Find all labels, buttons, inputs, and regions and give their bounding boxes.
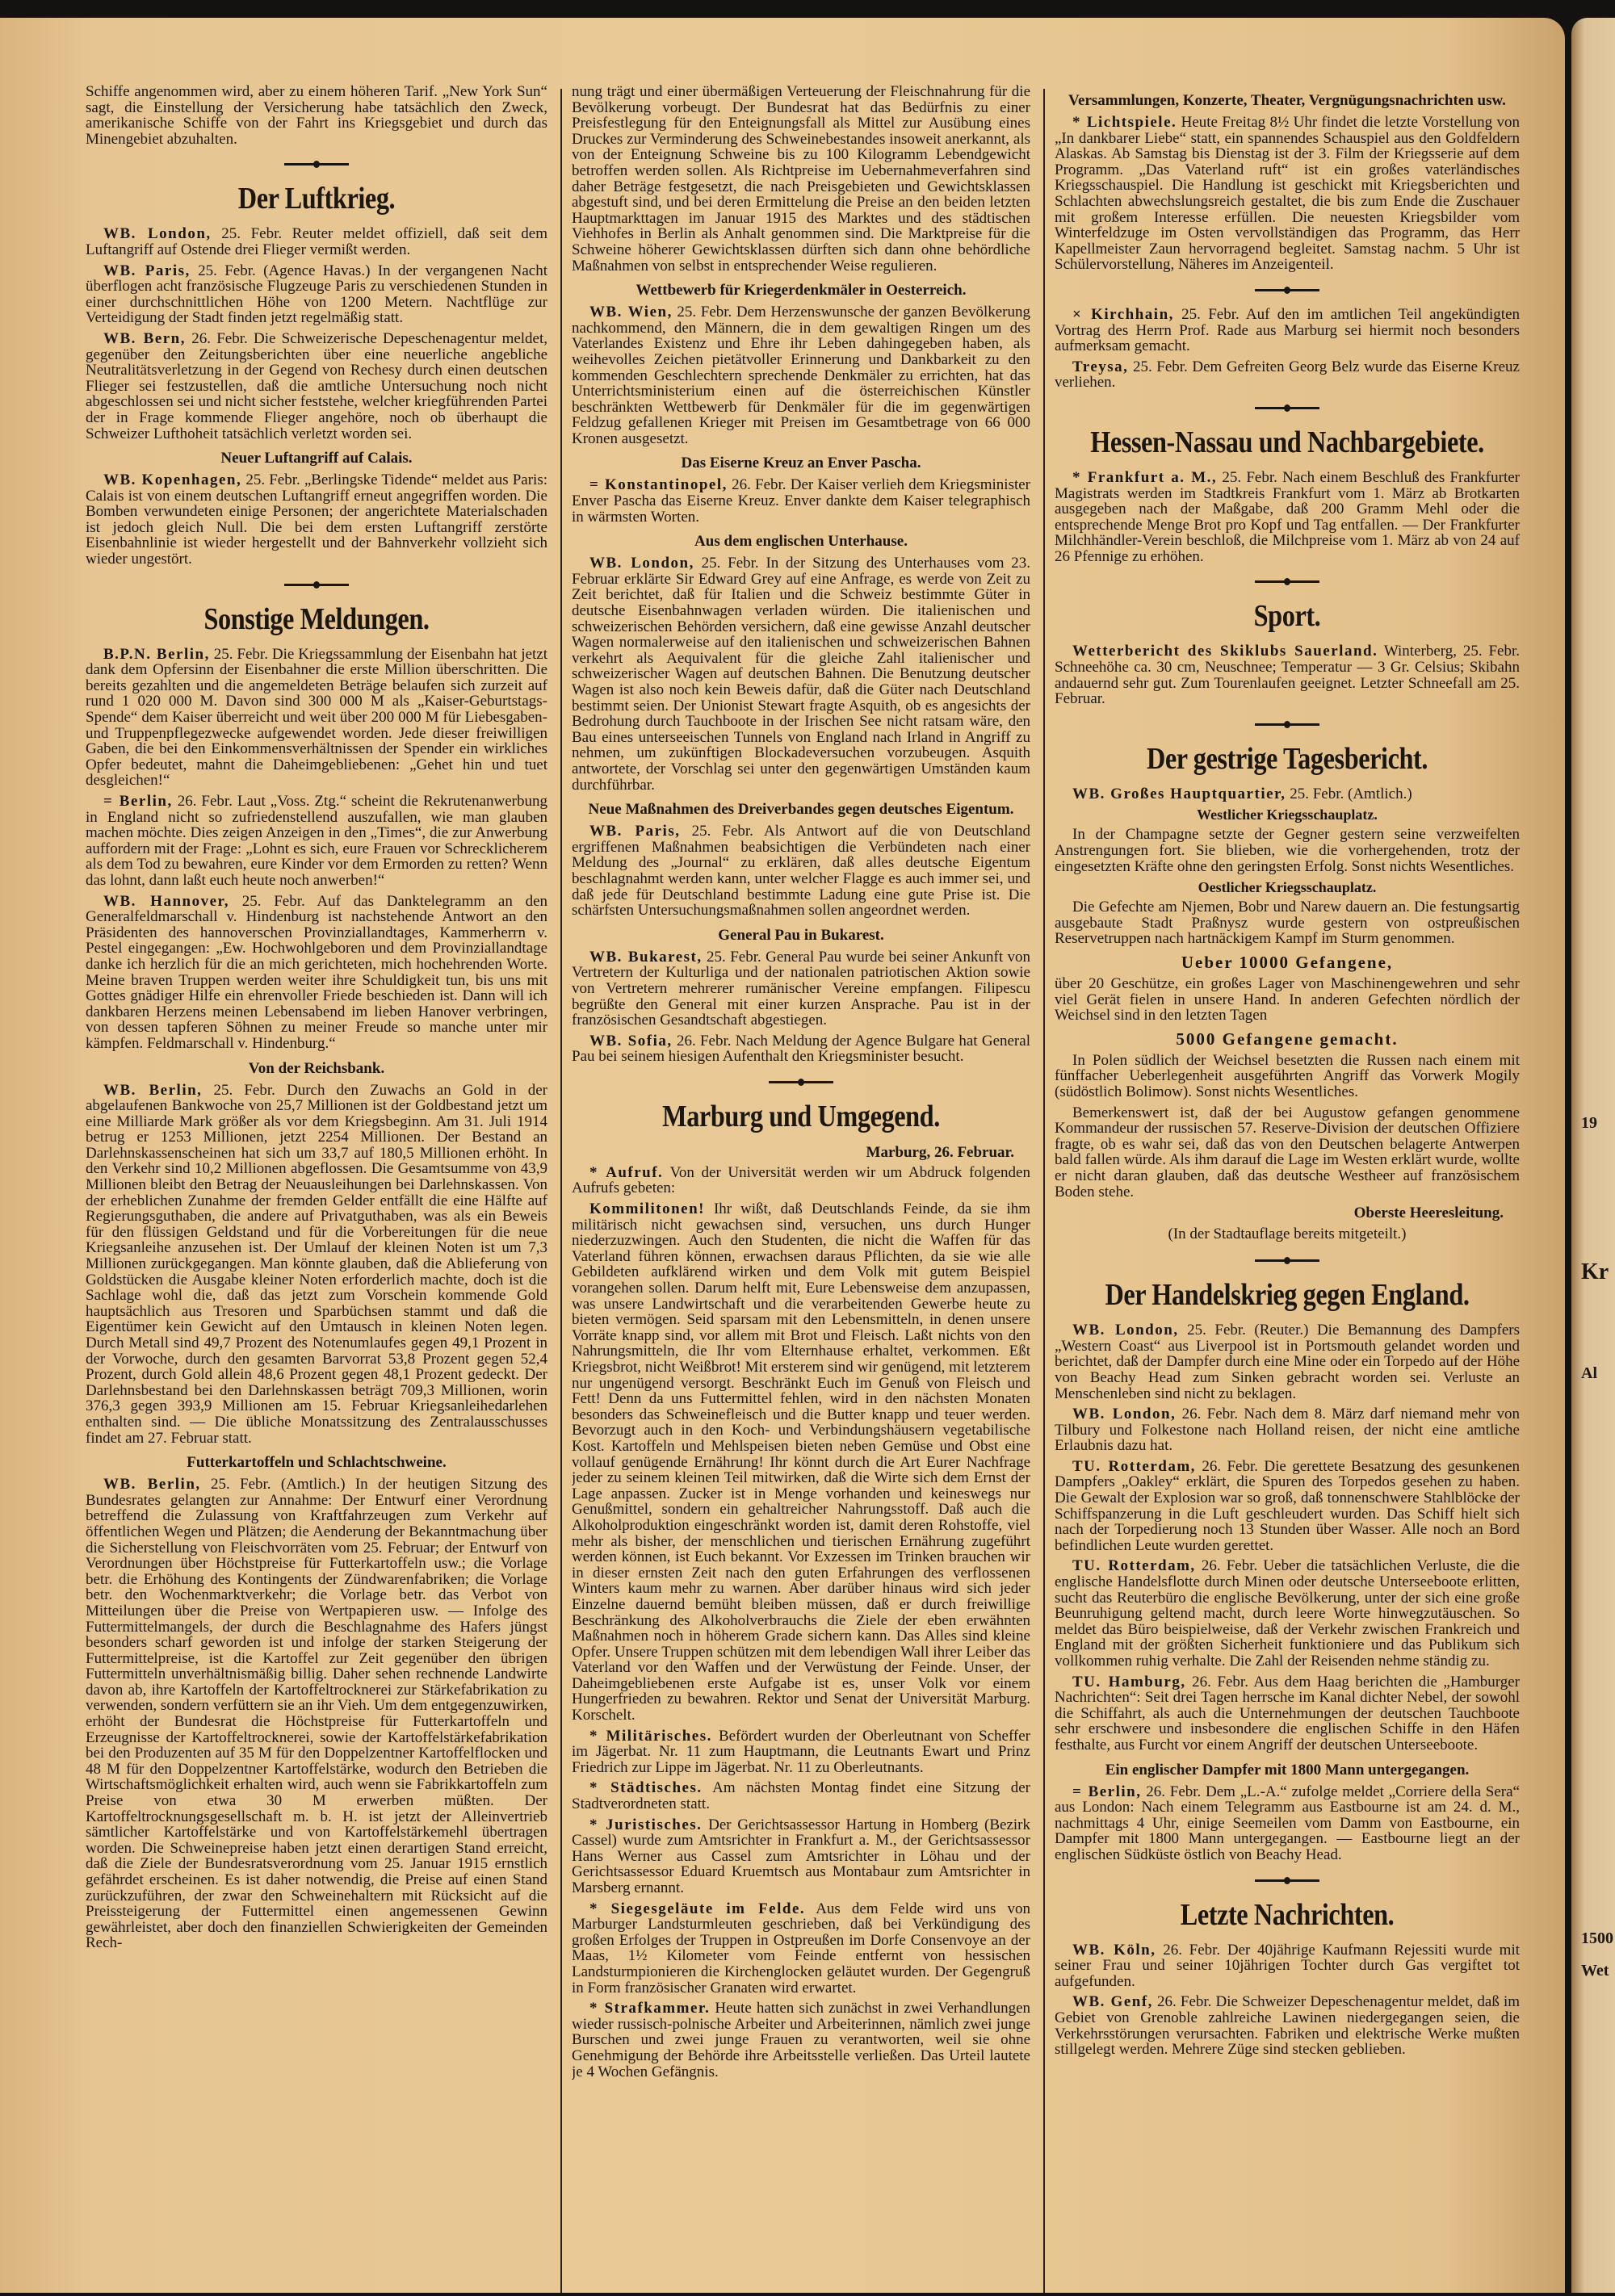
article-subheading: Neuer Luftangriff auf Calais. — [220, 450, 413, 467]
adjacent-page-fragment: Kr — [1581, 1259, 1609, 1284]
article-paragraph — [86, 894, 547, 1052]
paragraph-text: nung trägt und einer übermäßigen Verteuerung der Fleischnahrung für die Bevölkerung vorbeugt. Der Bundesrat hat das Bedürfnis zu einer Preisfestlegung für den Enteignungsfall als Mittel zur Ausübung eines Druckes zur Verminderung des Schweinebestandes insoweit anerkannt, als von der Enteignung Schweine bis zu 100 Kilogramm Lebendgewicht betroffen werden sollen. Als Richtpreise im Uebernahmeverfahren sind daher Beträge festgesetzt, die nach Preisgebieten und Gewichtsklassen abgestuft sind, und bei deren Ermittelung die Preise an den beiden letzten Hauptmarkttagen im Januar 1915 des Marktes und des städtischen Viehhofes in Berlin als Anhalt genommen sind. Die Marktpreise für die Schweine höherer Gewichtsklassen dürften sich dann ohne behördliche Maßnahmen von selbst in entsprechender Weise regulieren. — [572, 84, 1030, 274]
dateline: * Strafkammer. — [589, 2000, 711, 2017]
section-ornament-divider — [86, 576, 547, 593]
paragraph-text: 26. Febr. Laut „Voss. Ztg.“ scheint die Rekrutenanwerbung in England nicht so zufriedenstellend auszufallen, wie man glauben machen möchte. Dies zeigen Anzeigen in den „Times“, die zur Anwerbung auffordern mit der Frage: „Lohnt es sich, eure Frauen vor Schrecklicherem als dem Tod zu bewahren, eure Kinder vor dem Ermorden zu retten? Wenn das lohnt, dann laßt euch heute noch anwerben!“ — [86, 793, 547, 889]
section-ornament-divider — [572, 1073, 1030, 1091]
dateline: TU. Hamburg, — [1072, 1673, 1186, 1691]
column-1 — [86, 84, 547, 2296]
paragraph-text: 25. Febr. (Amtlich.) In der heutigen Sitzung des Bundesrates gelangten zur Annahme: Der Entwurf einer Verordnung betreffend die Zulassung von Kraftfahrzeugen zum Verkehr auf öffentlichen Wegen und Plätzen; die Aenderung der Bekanntmachung über die Sicherstellung von Fleischvorräten vom 25. Februar; der Entwurf von Verordnungen über Höchstpreise für Futterkartoffeln usw.; die Vorlage betr. die Erhöhung des Kontingents der Zündwarenfabriken; die Vorlage betr. den Wochenmarktverkehr; die Vorlage betr. das Verbot von Mitteilungen über die Preise von Wertpapieren usw. — Infolge des Futtermittelmangels, der durch die Beschlagnahme des Hafers jüngst besonders scharf geworden ist und infolge der starken Steigerung der Futtermittelpreise, ist die Kartoffel zur Zeit gegenüber den übrigen Futtermitteln unverhältnismäßig billig. Daher sehen rechnende Landwirte davon ab, ihre Kartoffeln der Kartoffeltrocknerei zur Stärkefabrikation zu verwenden, sondern verfüttern sie an ihr Vieh. Um dem entgegenzuwirken, erhöht der Bundesrat die Höchstpreise für Futterkartoffeln und Erzeugnisse der Kartoffeltrocknerei, sowie der Kartoffelstärkefabrikation bei den Produzenten auf 35 M für den Doppelzentner Kartoffelflocken und 48 M für den Doppelzentner Kartoffelstärke, wodurch den Betrieben die Wirtschaftsmöglichkeit erhalten wird, auch wenn sie Fabrikkartoffeln zum Preise von etwa 30 M erwerben müßten. Der Kartoffeltrocknungsgesellschaft m. b. H. ist jetzt der Alleinvertrieb sämtlicher Kartoffelstärke und von Kartoffelstärkemehl übertragen worden. Die Schweinepreise haben jetzt einen derartigen Stand erreicht, daß die Ziele der Bundesratsverordnung vom 25. Januar 1915 ernstlich gefährdet erscheinen. Es ist daher notwendig, die Preise auf einen Stand zurückzuführen, der zwar den Schweinehaltern mit Rücksicht auf die Preissteigerung der Futtermittel einen angemessenen Gewinn gewährleistet, aber doch den finanziellen Schwierigkeiten der Gemeinden Rech- — [86, 1476, 547, 1952]
article-paragraph — [1055, 1322, 1520, 1401]
article-paragraph — [1055, 899, 1520, 947]
dateline: WB. Bukarest, — [589, 948, 703, 966]
dateline: WB. Paris, — [589, 823, 681, 840]
paragraph-text: Am nächsten Montag findet eine Sitzung der Stadtverordneten statt. — [572, 1779, 1030, 1813]
newspaper-page — [0, 18, 1565, 2293]
adjacent-page-fragment: 1500 — [1581, 1929, 1613, 1947]
column-3 — [1055, 84, 1520, 2296]
section-headline: Marburg und Umgegend. — [662, 1099, 940, 1133]
paragraph-text: Heute hatten sich zunächst in zwei Verhandlungen wieder russisch-polnische Arbeiter und Arbeiterinnen, nämlich zwei junge Burschen und zwei junge Frauen zu verantworten, weil sie ohne Genehmigung der Behörde ihre Arbeitsstelle verließen. Das Urteil lautete je 4 Wochen Gefängnis. — [572, 2000, 1030, 2080]
dateline: B.P.N. Berlin, — [103, 645, 210, 663]
paragraph-text: 25. Febr. Durch den Zuwachs an Gold in der abgelaufenen Bankwoche von 25,7 Millionen ist der Goldbestand jetzt um eine Milliarde Mark größer als vor dem Kriegsbeginn. Am 31. Juli 1914 betrug er 1253 Millionen, jetzt 2254 Millionen. Der Bestand an Darlehnskassenscheinen hat sich um 33,7 auf 180,5 Millionen erhöht. In den Verkehr sind 10,2 Millionen abgeflossen. Die Gesamtsumme von 43,9 Millionen bleibt den Betrag der Neuausleihungen bei Darlehnskassen. Von der erheblichen Zunahme der fremden Gelder entfällt die eine Hälfte auf Regierungsguthaben, die andere auf Privatguthaben, was als ein Beweis für den flüssigen Geldstand und für die Vorbereitungen für die neue Kriegsanleihe anzusehen ist. Der Umlauf der kleinen Noten ist um 7,3 Millionen zurückgegangen. Man könnte glauben, daß die Ablieferung von Goldstücken die Ausgabe kleiner Noten erforderlich machte, doch ist die Sachlage wohl die, daß das jetzt zum Vorschein kommende Gold hauptsächlich aus Tresoren und Sparbüchsen stammt und daß die Eigentümer kein Gewicht auf den Umtausch in kleinen Noten legen. Durch Metall sind 49,7 Prozent des Notenumlaufes gegen 49,1 Prozent in der Vorwoche, durch den gesamten Barvorrat 53,8 Prozent gegen 52,4 Prozent, durch Gold allein 48,6 Prozent gegen 48,1 Prozent gedeckt. Der Darlehnsbestand bei den Darlehnskassen beträgt 709,3 Millionen, worin 376,3 gegen 393,9 Millionen am 15. Februar Kriegsanleihedarlehen enthalten sind. — Die übliche Monatssitzung des Zentralausschusses findet am 27. Februar statt. — [86, 1081, 547, 1447]
paragraph-text: 26. Febr. Nach dem 8. März darf niemand mehr von Tilbury und Folkestone nach Holland reisen, der nicht eine amtliche Erlaubnis dazu hat. — [1055, 1406, 1520, 1455]
article-subheading: Aus dem englischen Unterhause. — [694, 533, 908, 551]
article-paragraph — [1055, 1105, 1520, 1200]
paragraph-text: 25. Febr. Als Antwort auf die von Deutschland ergriffenen Maßnahmen beabsichtigen die Verbündeten nach einer Meldung des „Journal“ zu erklären, daß alles deutsche Eigentum beschlagnahmt werden kann, unter welcher Flagge es auch immer sei, und daß jede für Deutschland bestimmte Ladung eine gute Prise ist. Die schärfsten Untersuchungsmaßnahmen sollen angeordnet werden. — [572, 823, 1030, 920]
paragraph-text: Die Gefechte am Njemen, Bobr und Narew dauern an. Die festungsartig ausgebaute Stadt Praßnysz wurde gestern von ostpreußischen Reservetruppen nach hartnäckigem Kampf im Sturm genommen. — [1055, 899, 1520, 948]
article-paragraph — [572, 304, 1030, 446]
dateline: * Aufruf. — [589, 1163, 664, 1181]
article-subheading: Das Eiserne Kreuz an Enver Pascha. — [681, 455, 921, 472]
dateline: * Siegesgeläute im Felde. — [589, 1900, 806, 1917]
article-paragraph — [1055, 307, 1520, 354]
section-headline: Sport. — [1253, 599, 1321, 634]
article-paragraph — [1055, 470, 1520, 565]
dateline: * Frankfurt a. M., — [1072, 468, 1218, 486]
dateline: = Berlin, — [1072, 1783, 1142, 1800]
dateline: Treysa, — [1072, 358, 1129, 375]
dateline: = Konstantinopel, — [589, 476, 728, 494]
article-paragraph — [572, 949, 1030, 1029]
article-paragraph — [86, 1477, 547, 1951]
article-subheading: Neue Maßnahmen des Dreiverbandes gegen deutsches Eigentum. — [588, 801, 1014, 819]
emphasized-line: 5000 Gefangene gemacht. — [1176, 1029, 1399, 1049]
dateline: * Militärisches. — [589, 1727, 712, 1745]
article-paragraph — [1055, 1674, 1520, 1753]
section-ornament-divider — [1055, 715, 1520, 733]
paragraph-text: 25. Febr. Auf den im amtlichen Teil angekündigten Vortrag des Herrn Prof. Rade aus Marburg sei hiermit noch besonders aufmerksam gemacht. — [1055, 305, 1520, 355]
article-paragraph — [572, 1901, 1030, 1996]
article-subheading: Futterkartoffeln und Schlachtschweine. — [187, 1454, 447, 1472]
adjacent-page-fragment: Al — [1581, 1364, 1597, 1382]
paragraph-text: 25. Febr. Auf das Danktelegramm an den Generalfeldmarschall v. Hindenburg ist nachstehende Antwort an den Präsidenten des hannoverschen Provinziallandtages, Kammerherrn v. Pestel eingegangen: „Ew. Hochwohlgeboren und dem Provinziallandtage danke ich herzlich für die an mich gerichteten, mich hochehrenden Worte. Meine braven Truppen werden weiter ihre Schuldigkeit tun, bis uns mit Gottes gnädiger Hilfe ein ehrenvoller Friede beschieden ist. Dann will ich dankbaren Herzens meinen Lebensabend im lieben Hanover verbringen, von dessen tapferen Söhnen zu meiner Freude so manche unter mir kämpfen. Feldmarschall v. Hindenburg.“ — [86, 892, 547, 1052]
column-divider — [1043, 89, 1045, 2293]
paragraph-text: Schiffe angenommen wird, aber zu einem höheren Tarif. „New York Sun“ sagt, die Einstellung der Versicherung habe tatsächlich den Zweck, amerikanische Schiffe von der Fahrt ins Kriegsgebiet und durch das Minengebiet abzuhalten. — [86, 84, 547, 148]
article-paragraph — [1055, 1459, 1520, 1554]
article-subheading: Von der Reichsbank. — [248, 1059, 385, 1077]
paragraph-text: 26. Febr. Dem „L.-A.“ zufolge meldet „Corriere della Sera“ aus London: Nach einem Telegramm aus Eastbourne ist am 24. d. M., nachmittags 4 Uhr, einige Seemeilen vom Damm von Eastbourne, ein Dampfer mit 1800 Mann untergegangen. — Eastbourne liegt an der englischen Südküste östlich von Beachy Head. — [1055, 1783, 1520, 1863]
paragraph-text: Aus dem Felde wird uns von Marburger Landsturmleuten geschrieben, daß bei Verkündigung des großen Erfolges der Truppen in Ostpreußen im Dorfe Consenvoye an der Maas, 1½ Kilometer vom Feinde entfernt von hessischen Landsturmpionieren die Kirchenglocken geläutet wurden. Der Gegengruß in Form französischer Granaten wird erwartet. — [572, 1900, 1030, 1996]
dateline: Wetterbericht des Skiklubs Sauerland. — [1072, 643, 1378, 660]
paragraph-text: Befördert wurden der Oberleutnant von Scheffer im Jägerbat. Nr. 11 zum Hauptmann, die Leutnants Ewart und Prinz Friedrich zur Lippe im Jägerbat. Nr. 11 zu Oberleutnants. — [572, 1727, 1030, 1776]
paragraph-text: Ihr wißt, daß Deutschlands Feinde, da sie ihm militärisch nicht gewachsen sind, versuchen, uns durch Hunger niederzuzwingen. Auch den Studenten, die nicht die Waffen für das Vaterland führen können, erwachsen daraus Pflichten, da sie wie alle Gebildeten aufklärend wirken und dem Volk mit gutem Beispiel vorangehen sollen. Darum helft mit, Eure Lebensweise dem anzupassen, was unsere Landwirtschaft und die verarbeitenden Gewerbe heute zu bieten vermögen. Seid sparsam mit den Lebensmitteln, in denen unsere Vorräte knapp sind, vor allem mit Brot und Fleisch. Laßt nichts von den Nahrungsmitteln, die Ihr vom Elternhause erhaltet, verkommen. Eßt Kriegsbrot, nicht Weißbrot! Mit ersterem sind wir genügend, mit letzterem nur ungenügend versorgt. Beschränkt Euch im Genuß von Fleisch und Fett! Denn da uns Futtermittel fehlen, wird in den nächsten Monaten besonders das Schweinefleisch und die Butter knapp und teuer werden. Bevorzugt auch in den Koch- und Verbindungshäusern vegetabilische Kost. Kartoffeln und Mehlspeisen bieten neben Gemüse und Obst eine vollauf genügende Ernährung! Ihr könnt durch die Art Eurer Nachfrage jeder zu seinem kleinen Teil mitwirken, daß die Wirte sich dem Ernst der Lage anpassen. Zucker ist in Menge vorhanden und keineswegs nur Genußmittel, sondern ein gehaltreicher Nahrungsstoff. Daß auch die Alkoholproduktion eingeschränkt worden ist, damit deren Rohstoffe, viel mehr als bisher, der menschlichen und tierischen Ernährung zugeführt werden können, ist Euch bekannt. Vor Exzessen im Trinken brauchen wir in dieser ernsten Zeit nach den guten Erfahrungen des verflossenen Winters kaum mehr zu warnen. Aber darüber hinaus wird sich jeder Einzelne dauernd bemüht bleiben müssen, daß er durch freiwillige Beschränkung des Alkoholverbrauchs die Ziele der eben erwähnten Maßnahmen noch in höherem Grade sichern kann. Das Alles sind kleine Opfer. Unsere Truppen schützen mit dem lebendigen Wall ihrer Leiber das Vaterland vor den Waffen und der Verwüstung der Feinde. Unser, der Daheimgebliebenen erste Aufgabe ist es, unser Volk vor einem Hungerfrieden zu bewahren. Rektor und Senat der Universität Marburg. Korschelt. — [572, 1200, 1030, 1724]
article-paragraph — [572, 1817, 1030, 1896]
dateline: * Juristisches. — [589, 1816, 703, 1833]
article-paragraph — [572, 1780, 1030, 1812]
dateline: WB. London, — [1072, 1322, 1179, 1339]
article-paragraph — [572, 2001, 1030, 2080]
article-paragraph — [572, 1728, 1030, 1776]
dateline: WB. Kopenhagen, — [103, 471, 242, 489]
article-paragraph — [1055, 827, 1520, 874]
article-subheading: General Pau in Bukarest. — [718, 926, 884, 944]
article-paragraph — [1055, 1053, 1520, 1100]
article-paragraph — [86, 472, 547, 568]
section-ornament-divider — [1055, 399, 1520, 417]
paragraph-text: 25. Febr. Nach einem Beschluß des Frankfurter Magistrats werden im Stadtkreis Frankfurt vom 1. März ab Brotkarten ausgegeben nach der Maßgabe, daß 200 Gramm Mehl oder die entsprechende Menge Brot pro Kopf und Tag entfallen. — Der Frankfurter Milchhändler-Verein beschloß, die Milchpreise vom 1. März ab von 24 auf 26 Pfennige zu erhöhen. — [1055, 468, 1520, 565]
paragraph-text: 25. Febr. (Reuter.) Die Bemannung des Dampfers „Western Coast“ aus Liverpool ist in Portsmouth gelandet worden und berichtet, daß der Dampfer durch eine Mine oder ein Torpedo auf der Höhe von Beachy Head zum Sinken gebracht worden sei. Verluste an Menschenleben sind nicht zu beklagen. — [1055, 1322, 1520, 1402]
section-headline: Hessen-Nassau und Nachbargebiete. — [1090, 425, 1484, 459]
paragraph-text: 25. Febr. Reuter meldet offiziell, daß seit dem Luftangriff auf Ostende drei Flieger vermißt werden. — [86, 225, 547, 258]
article-paragraph — [1055, 1994, 1520, 2057]
section-headline: Der Luftkrieg. — [237, 182, 396, 216]
article-paragraph — [86, 331, 547, 442]
dateline: = Berlin, — [103, 793, 173, 810]
article-paragraph — [86, 647, 547, 789]
paragraph-text: Heute Freitag 8½ Uhr findet die letzte Vorstellung von „In dankbarer Liebe“ statt, ein spannendes Schauspiel aus den Goldfeldern Alaskas. Ab Samstag bis Dienstag ist der 3. Film der Kriegsserie auf dem Programm. „Das Vaterland ruft“ ist ein großes vaterländisches Kriegsschauspiel. Die Handlung ist geschickt mit Kriegsberichten und Schlachten abwechslungsreich gestaltet, die bis zum Ende die Zuschauer mit großem Interesse erfüllen. Die neuesten Kriegsbilder vom Winterfeldzuge im Osten vervollständigen das Programm, das Herr Kapellmeister Zaun hervorragend begleitet. Samstag nachm. 5 Uhr ist Schülervorstellung, Näheres im Anzeigenteil. — [1055, 114, 1520, 274]
article-subheading: Versammlungen, Konzerte, Theater, Vergnügungsnachrichten usw. — [1068, 92, 1506, 109]
paragraph-text: In Polen südlich der Weichsel besetzten die Russen nach einem mit fünffacher Ueberlegenheit ausgeführten Angriff das Vorwerk Mogily (südöstlich Bolimow). Sonst nichts Wesentliches. — [1055, 1051, 1520, 1100]
paragraph-text: 25. Febr. In der Sitzung des Unterhauses vom 23. Februar erklärte Sir Edward Grey auf eine Anfrage, es werde von Zeit zu Zeit berichtet, daß für Italien und die Schweiz bestimmte Güter in deutsche Eisenbahnwagen verladen würden. Die italienischen und schweizerischen Behörden versichern, daß eine gewisse Anzahl deutscher Wagen normalerweise auf den italienischen und schweizerischen Bahnen verkehrt als Aequivalent für die gleiche Zahl italienischer und schweizerischer Wagen auf deutschen Bahnen. Die Benutzung deutscher Wagen ist also noch kein Beweis dafür, daß die Güter nach Deutschland bestimmt seien. Der Unionist Stewart fragte Asquith, ob es angesichts der Bedrohung durch Tauchboote in der Irischen See nicht ratsam wäre, den Bau eines unterseeischen Tunnels von England nach Irland in Angriff zu nehmen, um zukünftigen Blockadeversuchen vorzubeugen. Asquith antwortete, der Vorschlag sei unter den gegenwärtigen Umständen kaum durchführbar. — [572, 555, 1030, 794]
section-ornament-divider — [1055, 1251, 1520, 1269]
article-paragraph — [1055, 786, 1520, 802]
paragraph-text: 25. Febr. Dem Herzenswunsche der ganzen Bevölkerung nachkommend, den Männern, die in dem gewaltigen Ringen um des Vaterlandes Existenz und Ehre ihr Leben dahingegeben haben, als weihevolles Zeichen pietätvoller Erinnerung und Dankbarkeit zu den kommenden Geschlechtern sprechende Denkmäler zu errichten, hat das Unterrichtsministerium einen auf die österreichischen Künstler beschränkten Wettbewerb für Denkmäler für die im gegenwärtigen Feldzug gefallenen Krieger mit Preisen im Gesamtbetrage von 66 000 Kronen ausgesetzt. — [572, 304, 1030, 447]
section-ornament-divider — [1055, 281, 1520, 299]
article-paragraph — [1055, 1784, 1520, 1863]
article-paragraph — [86, 226, 547, 258]
article-paragraph — [86, 1083, 547, 1447]
dateline: * Lichtspiele. — [1072, 114, 1177, 131]
paragraph-text: Bemerkenswert ist, daß der bei Augustow gefangen genommene Kommandeur der russischen 57. Reserve-Division der deutschen Offiziere fragte, ob es wahr sei, daß das von den Deutschen belagerte Antwerpen bald fallen würde. Als ihm darauf die Lage im Westen erklärt wurde, wollte er nicht daran glauben, daß das deutsche Westheer auf französischem Boden stehe. — [1055, 1104, 1520, 1200]
dateline: TU. Rotterdam, — [1072, 1457, 1196, 1475]
dateline: WB. Berlin, — [103, 1476, 201, 1494]
paragraph-text: 26. Febr. Aus dem Haag berichten die „Hamburger Nachrichten“: Seit drei Tagen herrsche im Kanal dichter Nebel, der sowohl die Schiffahrt, als auch die Unternehmungen der deutschen Tauchboote sehr erschwere und insbesondere die englischen Schiffe in den Häfen festhalte, aus Furcht vor einem Angriff der deutschen Unterseeboote. — [1055, 1673, 1520, 1753]
section-ornament-divider — [1055, 572, 1520, 590]
signature-line: Marburg, 26. Februar. — [866, 1143, 1014, 1161]
article-paragraph — [572, 1033, 1030, 1065]
paragraph-text: In der Champagne setzte der Gegner gestern seine verzweifelten Anstrengungen fort. Sie blieben, wie die vorhergehenden, trotz der eingesetzten Kräfte ohne den geringsten Erfolg. Sonst nichts Wesentliches. — [1055, 826, 1520, 875]
paragraph-text: 26. Febr. Ueber die tatsächlichen Verluste, die die englische Handelsflotte durch Minen oder deutsche Unterseeboote erlitten, sucht das Reuterbüro die englische Bevölkerung, unter der sich eine große Beunruhigung geltend macht, durch leere Worte hinwegzutäuschen. So meldet das Büro beispielweise, daß der Verkehr zwischen Frankreich und England mit der größten Sicherheit funktioniere und das Publikum sich vollkommen ruhig verhalte. Die Zahl der Reisenden nehme ständig zu. — [1055, 1557, 1520, 1670]
dateline: WB. Berlin, — [103, 1081, 203, 1099]
column-2 — [572, 84, 1030, 2296]
article-paragraph — [572, 823, 1030, 919]
article-paragraph — [1055, 1558, 1520, 1669]
dateline: WB. Hannover, — [103, 892, 229, 910]
column-divider — [560, 89, 562, 2293]
article-paragraph — [572, 477, 1030, 525]
paragraph-text: Winterberg, 25. Febr. Schneehöhe ca. 30 cm, Neuschnee; Temperatur — 3 Gr. Celsius; Skibahn andauernd sehr gut. Zum Tourenlaufen geeignet. Letzter Schneefall am 25. Februar. — [1055, 643, 1520, 708]
article-paragraph — [1055, 1406, 1520, 1454]
dateline: WB. London, — [589, 555, 694, 572]
dateline: WB. Wien, — [589, 304, 673, 321]
paragraph-text: 26. Febr. Die Schweizerische Depeschenagentur meldet, gegenüber den Zeitungsberichten über eine neuerliche angebliche Neutralitätsverletzung in der Gegend von Rechesy durch einen deutschen Flieger sei festzustellen, daß die amtliche Untersuchung noch nicht abgeschlossen sei und nicht sicher feststehe, welcher kriegführenden Partei der in Frage kommende Flieger angehöre, noch ob überhaupt die Schweizer Lufthoheit tatsächlich verletzt worden sei. — [86, 329, 547, 442]
article-paragraph — [1055, 359, 1520, 391]
paragraph-text: 25. Febr. Die Kriegssammlung der Eisenbahn hat jetzt dank dem Opfersinn der Eisenbahner die erste Million überschritten. Die bereits gezahlten und die angemeldeten Beträge belaufen sich zurzeit auf rund 1 020 000 M. Davon sind 300 000 M als „Kaiser-Geburtstags-Spende“ dem Kaiser überreicht und weit über 200 000 M für Liebesgaben- und Truppenpflegezwecke aufgewendet worden. Jede dieser freiwilligen Gaben, die bei den Einkommensverhältnissen der Spender ein wirkliches Opfer bedeutet, mahnt die Daheimgebliebenen: „Gehet hin und tuet desgleichen!“ — [86, 645, 547, 790]
paragraph-text: 26. Febr. Die Schweizer Depeschenagentur meldet, daß im Gebiet von Grenoble zahlreiche Lawinen niedergegangen seien, die Verkehrsstörungen verursachten. Fabriken und elektrische Werke mußten stillgelegt werden. Mehrere Züge sind stecken geblieben. — [1055, 1993, 1520, 2059]
dateline: * Städtisches. — [589, 1779, 703, 1797]
paragraph-text: 26. Febr. Der 40jährige Kaufmann Rejessiti wurde mit seiner Frau und seiner 10jährigen Tochter durch Gas vergiftet tot aufgefunden. — [1055, 1941, 1520, 1990]
dateline: WB. Sofia, — [589, 1032, 673, 1050]
adjacent-page-fragment: Wet — [1581, 1962, 1609, 1980]
dateline: WB. Bern, — [103, 329, 187, 347]
section-headline: Der gestrige Tagesbericht. — [1146, 741, 1428, 776]
paragraph-text: 25. Febr. (Amtlich.) — [1290, 785, 1412, 802]
paragraph-text: 26. Febr. Nach Meldung der Agence Bulgare hat General Pau bei seinem hiesigen Aufenthalt den Kriegsminister besucht. — [572, 1032, 1030, 1066]
dateline: Kommilitonen! — [589, 1200, 705, 1218]
article-paragraph — [572, 1165, 1030, 1196]
section-ornament-divider — [1055, 1871, 1520, 1889]
paragraph-text: 25. Febr. General Pau wurde bei seiner Ankunft von Vertretern der Kulturliga und der nationalen patriotischen Aktion sowie von Vertretern mehrerer rumänischer Vereine empfangen. Filipescu begrüßte den General mit einer kurzen Ansprache. Pau ist in der französischen Gesandtschaft abgestiegen. — [572, 948, 1030, 1029]
article-paragraph — [86, 263, 547, 326]
emphasized-line: Ueber 10000 Gefangene, — [1181, 953, 1394, 972]
article-paragraph — [1055, 643, 1520, 706]
editorial-note: (In der Stadtauflage bereits mitgeteilt.) — [1168, 1226, 1407, 1243]
article-paragraph — [1055, 1942, 1520, 1990]
paragraph-text: über 20 Geschütze, ein großes Lager von Maschinengewehren und sehr viel Gerät fielen in unsere Hand. In anderen Gefechten nördlich der Weichsel sind in den letzten Tagen — [1055, 975, 1520, 1024]
dateline: WB. Paris, — [103, 262, 191, 279]
subsection-heading: Westlicher Kriegsschauplatz. — [1197, 807, 1378, 823]
paragraph-text: Der Gerichtsassessor Hartung in Homberg (Bezirk Cassel) wurde zum Amtsrichter in Frankfurt a. M., der Gerichtsassessor Hans Werner aus Cassel zum Amtsrichter in Löhau und der Gerichtsassessor Eduard Kruemtsch aus Montabaur zum Amtsrichter in Marsberg ernannt. — [572, 1816, 1030, 1896]
article-paragraph — [572, 1201, 1030, 1724]
dateline: WB. Genf, — [1072, 1993, 1153, 2011]
paragraph-text: 26. Febr. Der Kaiser verlieh dem Kriegsminister Enver Pascha das Eiserne Kreuz. Enver dankte dem Kaiser telegraphisch in wärmsten Worten. — [572, 476, 1030, 526]
adjacent-page-fragment: 19 — [1581, 1114, 1597, 1132]
article-subheading: Wettbewerb für Kriegerdenkmäler in Oesterreich. — [636, 282, 967, 300]
dateline: WB. London, — [1072, 1406, 1177, 1423]
section-headline: Der Handelskrieg gegen England. — [1105, 1278, 1470, 1313]
dateline: × Kirchhain, — [1072, 305, 1174, 323]
article-paragraph — [1055, 976, 1520, 1024]
article-subheading: Ein englischer Dampfer mit 1800 Mann untergegangen. — [1105, 1761, 1470, 1779]
paragraph-text: Von der Universität werden wir um Abdruck folgenden Aufrufs gebeten: — [572, 1163, 1030, 1197]
article-paragraph — [572, 84, 1030, 274]
article-paragraph — [86, 84, 547, 147]
paragraph-text: 25. Febr. Dem Gefreiten Georg Belz wurde das Eiserne Kreuz verliehen. — [1055, 358, 1520, 392]
paragraph-text: 25. Febr. „Berlingske Tidende“ meldet aus Paris: Calais ist von einem deutschen Luftangriff erneut angegriffen worden. Die Bomben verwundeten einige Personen; der angerichtete Materialschaden ist jedoch gleich Null. Die bei dem ersten Luftangriff zerstörte Eisenbahnlinie ist wieder hergestellt und der Bahnverkehr vollzieht sich wieder ungestört. — [86, 471, 547, 568]
dateline: WB. London, — [103, 225, 212, 243]
paragraph-text: 25. Febr. (Agence Havas.) In der vergangenen Nacht überflogen acht französische Flugzeuge Paris zu verschiedenen Stunden in einer durchschnittlichen Höhe von 1200 Metern. Nachtflüge zur Verteidigung der Stadt finden jetzt regelmäßig statt. — [86, 262, 547, 327]
section-headline: Sonstige Meldungen. — [203, 601, 430, 636]
section-ornament-divider — [86, 155, 547, 173]
article-paragraph — [572, 555, 1030, 793]
dateline: WB. Köln, — [1072, 1941, 1156, 1959]
section-headline: Letzte Nachrichten. — [1180, 1897, 1395, 1932]
subsection-heading: Oestlicher Kriegsschauplatz. — [1198, 879, 1377, 896]
dateline: WB. Großes Hauptquartier, — [1072, 785, 1286, 802]
dateline: TU. Rotterdam, — [1072, 1557, 1196, 1575]
article-paragraph — [1055, 115, 1520, 273]
article-paragraph — [86, 794, 547, 889]
adjacent-page-edge — [1571, 18, 1615, 2293]
signature-line: Oberste Heeresleitung. — [1353, 1205, 1504, 1222]
paragraph-text: 26. Febr. Die gerettete Besatzung des gesunkenen Dampfers „Oakley“ erklärt, die Spuren des Torpedos gesehen zu haben. Die Gewalt der Explosion war so groß, daß tonnenschwere Stahlblöcke der Schiffspanzerung in die Luft geschleudert wurden. Das Schiff hielt sich nach der Torpedierung noch 13 Stunden über Wasser. Alle noch an Bord befindlichen Leute wurden gerettet. — [1055, 1457, 1520, 1554]
